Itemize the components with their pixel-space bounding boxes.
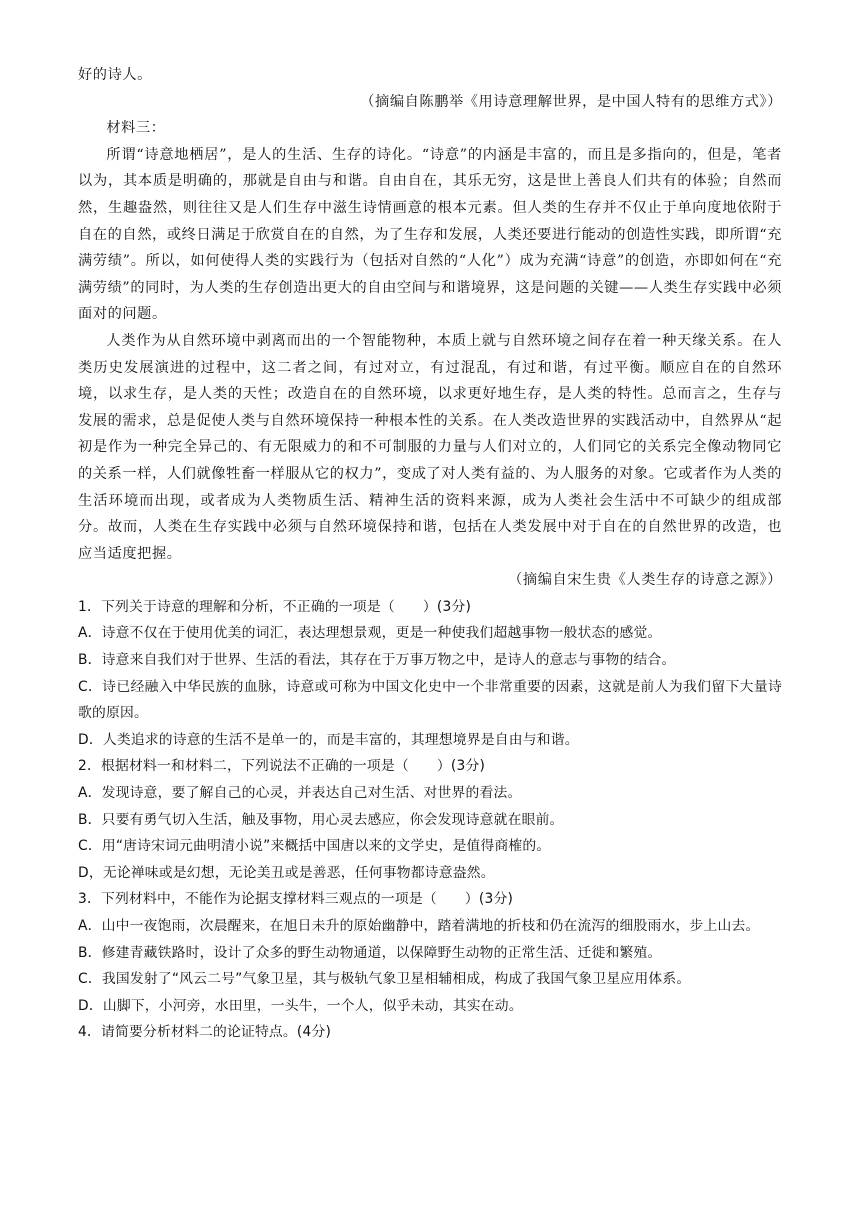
exam-page — [78, 62, 782, 1046]
question-list — [78, 594, 782, 1046]
question-1-option-b: B．诗意来自我们对于世界、生活的看法，其存在于万事万物之中，是诗人的意志与事物的结合。 — [78, 652, 676, 669]
question-3-option-c: C．我国发射了“风云二号”气象卫星，其与极轨气象卫星相辅相成，构成了我国气象卫星应用体系。 — [78, 971, 691, 988]
source-citation-1: （摘编自陈鹏举《用诗意理解世界，是中国人特有的思维方式》） — [360, 93, 782, 110]
question-2-option-d: D，无论禅味或是幻想，无论美丑或是善恶，任何事物都诗意盎然。 — [78, 864, 495, 881]
question-2-option-a: A．发现诗意，要了解自己的心灵，并表达自己对生活、对世界的看法。 — [78, 785, 522, 802]
question-1-stem: 1．下列关于诗意的理解和分析，不正确的一项是（ ）(3分) — [78, 598, 472, 615]
question-3-option-a: A．山中一夜饱雨，次晨醒来，在旭日未升的原始幽静中，踏着满地的折枝和仍在流泻的细股雨水，步上山去。 — [78, 918, 760, 934]
continuation-line: 好的诗人。 — [78, 67, 152, 83]
question-1-option-a: A．诗意不仅在于使用优美的词汇，表达理想景观，更是一种使我们超越事物一般状态的感觉。 — [78, 625, 662, 642]
question-2-option-b: B．只要有勇气切入生活，触及事物，用心灵去感应，你会发现诗意就在眼前。 — [78, 811, 564, 828]
material3-paragraph-1: 所谓“诗意地栖居”，是人的生活、生存的诗化。“诗意”的内涵是丰富的，而且是多指向的，但是，笔者以为，其本质是明确的，那就是自由与和谐。自由自在，其乐无穷，这是世上善良人们共有的体验；自然而然，生趣盎然，则往往又是人们生存中滋生诗情画意的根本元素。但人类的生存并不仅止于单向度地依附于自在的自然，或终日满足于欣赏自在的自然，为了生存和发展，人类还要进行能动的创造性实践，即所谓“充满劳绩”。所以，如何使得人类的实践行为（包括对自然的“人化”）成为充满“诗意”的创造，亦即如何在“充满劳绩”的同时，为人类的生存创造出更大的自由空间与和谐境界，这是问题的关键——人类生存实践中必须面对的问题。 — [78, 146, 782, 323]
question-2-option-c: C．用“唐诗宋词元曲明清小说”来概括中国唐以来的文学史，是值得商榷的。 — [78, 838, 551, 855]
question-3-option-b: B．修建青藏铁路时，设计了众多的野生动物通道，以保障野生动物的正常生活、迁徙和繁殖。 — [78, 944, 662, 961]
question-1-option-c: C．诗已经融入中华民族的血脉，诗意或可称为中国文化史中一个非常重要的因素，这就是前人为我们留下大量诗歌的原因。 — [78, 678, 782, 722]
question-3-option-d: D．山脚下，小河旁，水田里，一头牛，一个人，似乎未动，其实在动。 — [78, 997, 523, 1014]
question-2-stem: 2．根据材料一和材料二，下列说法不正确的一项是（ ）(3分) — [78, 758, 486, 775]
material3-heading: 材料三： — [106, 120, 166, 137]
question-1-option-d: D．人类追求的诗意的生活不是单一的，而是丰富的，其理想境界是自由与和谐。 — [78, 731, 579, 748]
question-3-stem: 3．下列材料中，不能作为论据支撑材料三观点的一项是（ ）(3分) — [78, 891, 514, 908]
reading-material — [78, 62, 782, 594]
question-4-stem: 4．请简要分析材料二的论证特点。(4分) — [78, 1024, 332, 1041]
material3-paragraph-2: 人类作为从自然环境中剥离而出的一个智能物种，本质上就与自然环境之间存在着一种天缘关系。在人类历史发展演进的过程中，这二者之间，有过对立，有过混乱，有过和谐，有过平衡。顺应自在的自然环境，以求生存，是人类的天性；改造自在的自然环境，以求更好地生存，是人类的特性。总而言之，生存与发展的需求，总是促使人类与自然环境保持一种根本性的关系。在人类改造世界的实践活动中，自然界从“起初是作为一种完全异己的、有无限威力的和不可制服的力量与人们对立的，人们同它的关系完全像动物同它的关系一样，人们就像牲畜一样服从它的权力”，变成了对人类有益的、为人服务的对象。它或者作为人类的生活环境而出现，或者成为人类物质生活、精神生活的资料来源，成为人类社会生活中不可缺少的组成部分。故而，人类在生存实践中必须与自然环境保持和谐，包括在人类发展中对于自在的自然世界的改造，也应当适度把握。 — [78, 332, 782, 562]
source-citation-2: （摘编自宋生贵《人类生存的诗意之源》） — [508, 572, 782, 589]
